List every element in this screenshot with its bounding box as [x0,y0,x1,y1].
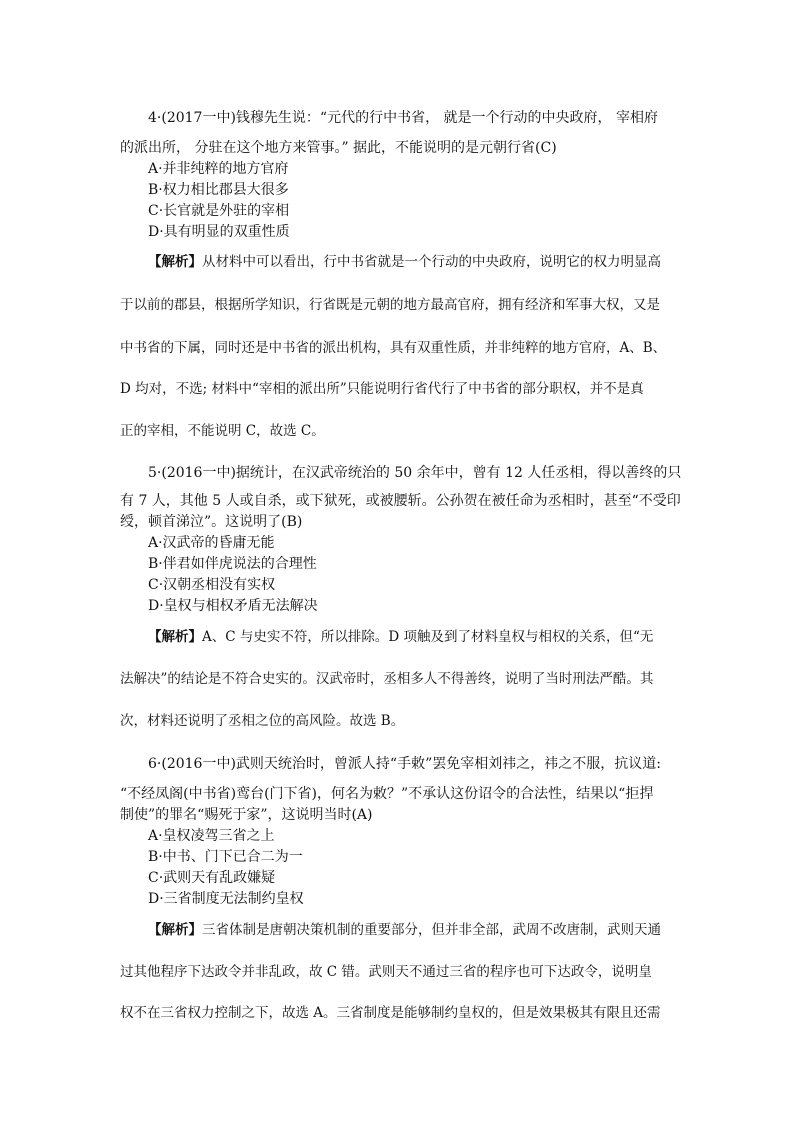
q4-stem-line1: 4·(2017一中)钱穆先生说：“元代的行中书省， 就是一个行动的中央政府， 宰相府 [148,110,658,126]
q6-option-b: B·中书、门下已合二为一 [148,849,303,865]
q4-analysis-line3: 中书省的下属，同时还是中书省的派出机构，具有双重性质，并非纯粹的地方官府，A、B、 [120,340,667,356]
q4-analysis-line5: 正的宰相，不能说明 C，故选 C。 [120,423,325,439]
q6-analysis-line3: 权不在三省权力控制之下，故选 A。三省制度是能够制约皇权的，但是效果极其有限且还需 [120,1005,661,1021]
q4-analysis-line4: D 均对，不选; 材料中“宰相的派出所”只能说明行省代行了中书省的部分职权，并不是真 [120,381,644,397]
analysis-tag: 【解析】 [148,922,202,938]
q6-stem-line2: “不经凤阁(中书省)鸾台(门下省)，何名为敕？”不承认这份诏令的合法性，结果以“拒捍 [120,786,654,802]
analysis-text: A、C 与史实不符，所以排除。D 项触及到了材料皇权与相权的关系，但“无 [202,629,654,645]
q4-option-c: C·长官就是外驻的宰相 [148,203,290,219]
q4-option-b: B·权力相比郡县大很多 [148,182,289,198]
q4-stem-line2: 的派出所， 分驻在这个地方来管事。” 据此，不能说明的是元朝行省(C) [120,140,557,156]
q6-stem-line1: 6·(2016一中)武则天统治时，曾派人持“手敕”罢免宰相刘祎之，祎之不服，抗议道: [148,756,661,772]
q5-analysis-line3: 次，材料还说明了丞相之位的高风险。故选 B。 [120,713,405,729]
analysis-text: 三省体制是唐朝决策机制的重要部分，但并非全部，武周不改唐制，武则天通 [202,922,661,938]
q4-option-a: A·并非纯粹的地方官府 [148,161,289,177]
q5-option-a: A·汉武帝的昏庸无能 [148,535,275,551]
analysis-text: 从材料中可以看出，行中书省就是一个行动的中央政府，说明它的权力明显高 [202,254,661,270]
q5-analysis-line1 [148,628,653,646]
q6-analysis-line1 [148,921,661,939]
analysis-tag: 【解析】 [148,629,202,645]
q5-option-b: B·伴君如伴虎说法的合理性 [148,556,317,572]
q5-analysis-line2: 法解决”的结论是不符合史实的。汉武帝时，丞相多人不得善终，说明了当时刑法严酷。其 [120,671,654,687]
q4-analysis-line2: 于以前的郡县，根据所学知识，行省既是元朝的地方最高官府，拥有经济和军事大权，又是 [120,297,660,313]
q5-stem-line1: 5·(2016一中)据统计，在汉武帝统治的 50 余年中，曾有 12 人任丞相，得以善终的只 [148,465,682,481]
q5-stem-line2: 有 7 人，其他 5 人或自杀，或下狱死，或被腰斩。公孙贺在被任命为丞相时，甚至“不受印 [120,493,681,509]
q5-option-d: D·皇权与相权矛盾无法解决 [148,598,318,614]
q6-option-a: A·皇权凌驾三省之上 [148,828,275,844]
q5-stem-line3: 绶，顿首涕泣”。这说明了(B) [120,514,303,530]
q4-option-d: D·具有明显的双重性质 [148,224,290,240]
q6-stem-line3: 制使”的罪名“赐死于家”，这说明当时(A) [120,807,373,823]
analysis-tag: 【解析】 [148,254,202,270]
q6-analysis-line2: 过其他程序下达政令并非乱政，故 C 错。武则天不通过三省的程序也可下达政令，说明皇 [120,964,652,980]
q6-option-d: D·三省制度无法制约皇权 [148,891,304,907]
q6-option-c: C·武则天有乱政嫌疑 [148,870,276,886]
q5-option-c: C·汉朝丞相没有实权 [148,577,276,593]
q4-analysis-line1 [148,253,661,271]
